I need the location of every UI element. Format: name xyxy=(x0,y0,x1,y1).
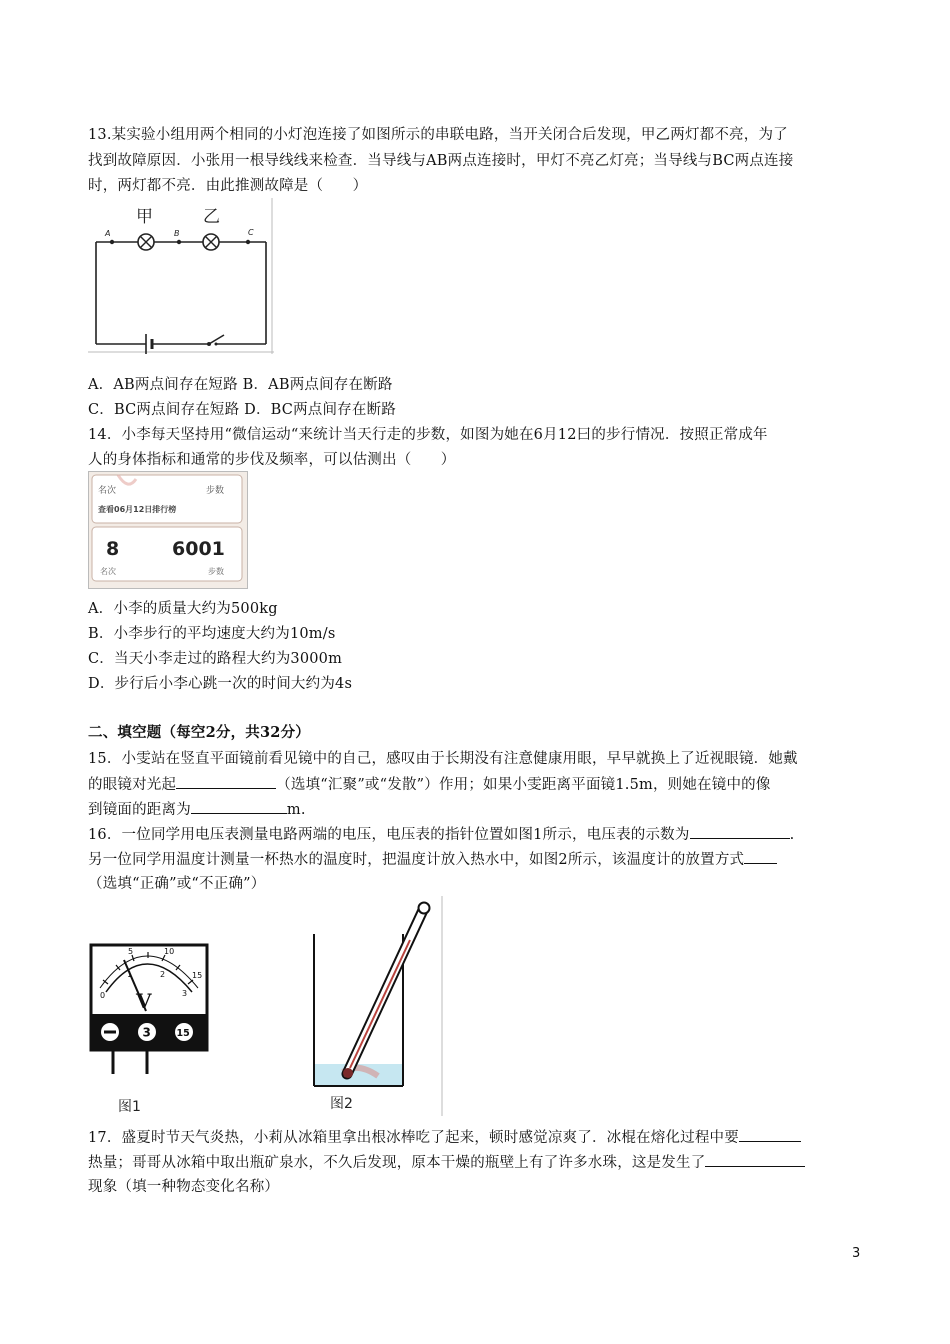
svg-text:2: 2 xyxy=(160,970,166,979)
q13-options-line2: C．BC两点间存在短路 D．BC两点间存在断路 xyxy=(88,402,396,418)
q15-blank-1[interactable] xyxy=(176,773,276,789)
svg-text:5: 5 xyxy=(128,947,134,956)
q15-text-line2 xyxy=(88,773,771,796)
q17-line2-text: 热量；哥哥从冰箱中取出瓶矿泉水，不久后发现，原本干燥的瓶壁上有了许多水珠，这是发生了 xyxy=(88,1155,706,1171)
q17-line1-text: 17．盛夏时节天气炎热，小莉从冰箱里拿出根冰棒吃了起来，顿时感觉凉爽了．冰棍在熔化过程中要 xyxy=(88,1130,739,1146)
steps-value: 6001 xyxy=(172,538,225,560)
q14-text-line2: 人的身体指标和通常的步伐及频率，可以估测出（ ） xyxy=(88,452,456,468)
svg-text:15: 15 xyxy=(192,971,203,980)
q16-blank-1[interactable] xyxy=(690,823,790,839)
section-heading: 二、填空题（每空2分，共32分） xyxy=(88,724,310,741)
steps-label-bottom: 步数 xyxy=(208,567,224,576)
q14-option-c: C．当天小李走过的路程大约为3000m xyxy=(88,651,343,667)
point-b-label: B xyxy=(174,229,180,238)
svg-text:3: 3 xyxy=(182,989,188,998)
wechat-steps-figure xyxy=(88,471,248,589)
q16-text-line3: （选填“正确”或“不正确”） xyxy=(88,876,266,892)
negative-terminal-icon xyxy=(104,1031,116,1034)
q16-text-line1 xyxy=(88,823,794,846)
q15-line2-part-b: （选填“汇聚”或“发散”）作用；如果小雯距离平面镜1.5m，则她在镜中的像 xyxy=(276,777,771,793)
terminal-15: 15 xyxy=(176,1028,190,1039)
fig1-caption: 图1 xyxy=(118,1099,141,1115)
q15-line3-part-b: m. xyxy=(286,802,306,818)
lamp-jia-label: 甲 xyxy=(136,207,153,227)
board-title: 查看06月12日排行榜 xyxy=(98,505,177,514)
svg-text:10: 10 xyxy=(164,947,175,956)
rank-label-bottom: 名次 xyxy=(100,567,116,576)
lamp-yi-icon xyxy=(203,234,219,250)
q13-text-line3: 时，两灯都不亮．由此推测故障是（ ） xyxy=(88,178,368,194)
q14-option-a: A．小李的质量大约为500kg xyxy=(88,601,278,617)
q17-text-line3: 现象（填一种物态变化名称） xyxy=(88,1179,280,1195)
q14-option-b: B．小李步行的平均速度大约为10m/s xyxy=(88,626,336,642)
q13-text-line1: 13.某实验小组用两个相同的小灯泡连接了如图所示的串联电路，当开关闭合后发现，甲乙两灯都不亮，为了 xyxy=(88,127,788,143)
q15-text-line1: 15．小雯站在竖直平面镜前看见镜中的自己，感叹由于长期没有注意健康用眼，早早就换上了近视眼镜．她戴 xyxy=(88,751,798,767)
steps-label-top: 步数 xyxy=(206,486,225,496)
rank-value: 8 xyxy=(106,538,120,560)
fig2-caption: 图2 xyxy=(330,1096,353,1112)
q15-blank-2[interactable] xyxy=(191,798,287,814)
lamp-yi-label: 乙 xyxy=(203,207,220,227)
voltmeter-symbol: V xyxy=(136,989,152,1013)
terminal-3: 3 xyxy=(142,1025,151,1040)
q17-text-line2 xyxy=(88,1151,805,1174)
point-c-label: C xyxy=(248,228,254,237)
q15-text-line3 xyxy=(88,798,306,821)
lamp-jia-icon xyxy=(138,234,154,250)
q13-options-line1: A．AB两点间存在短路 B．AB两点间存在断路 xyxy=(88,377,393,393)
q14-option-d: D．步行后小李心跳一次的时间大约为4s xyxy=(88,676,353,692)
q16-line2-text: 另一位同学用温度计测量一杯热水的温度时，把温度计放入热水中，如图2所示，该温度计的放置方式 xyxy=(88,852,745,868)
q17-blank-2[interactable] xyxy=(705,1151,805,1167)
q17-blank-1[interactable] xyxy=(739,1126,801,1142)
q15-line2-part-a: 的眼镜对光起 xyxy=(88,777,177,793)
q16-text-line2 xyxy=(88,848,777,871)
q13-text-line2: 找到故障原因．小张用一根导线线来检查．当导线与AB两点连接时，甲灯不亮乙灯亮；当导线与BC两点连接 xyxy=(88,153,794,169)
point-a-label: A xyxy=(105,229,111,238)
svg-text:0: 0 xyxy=(100,991,106,1000)
q16-blank-2[interactable] xyxy=(744,848,777,864)
q16-line1-part-a: 16．一位同学用电压表测量电路两端的电压，电压表的指针位置如图1所示，电压表的示数为 xyxy=(88,827,690,843)
q17-text-line1 xyxy=(88,1126,801,1149)
q14-text-line1: 14．小李每天坚持用“微信运动“来统计当天行走的步数，如图为她在6月12曰的步行情况．按照正常成年 xyxy=(88,427,768,443)
svg-text:1: 1 xyxy=(127,970,133,979)
voltmeter-thermometer-figure xyxy=(88,896,444,1116)
q15-line3-part-a: 到镜面的距离为 xyxy=(88,802,191,818)
q16-line1-part-b: . xyxy=(789,827,795,843)
series-circuit-figure xyxy=(88,198,274,354)
page-number: 3 xyxy=(852,1246,861,1261)
rank-label-top: 名次 xyxy=(98,486,117,496)
